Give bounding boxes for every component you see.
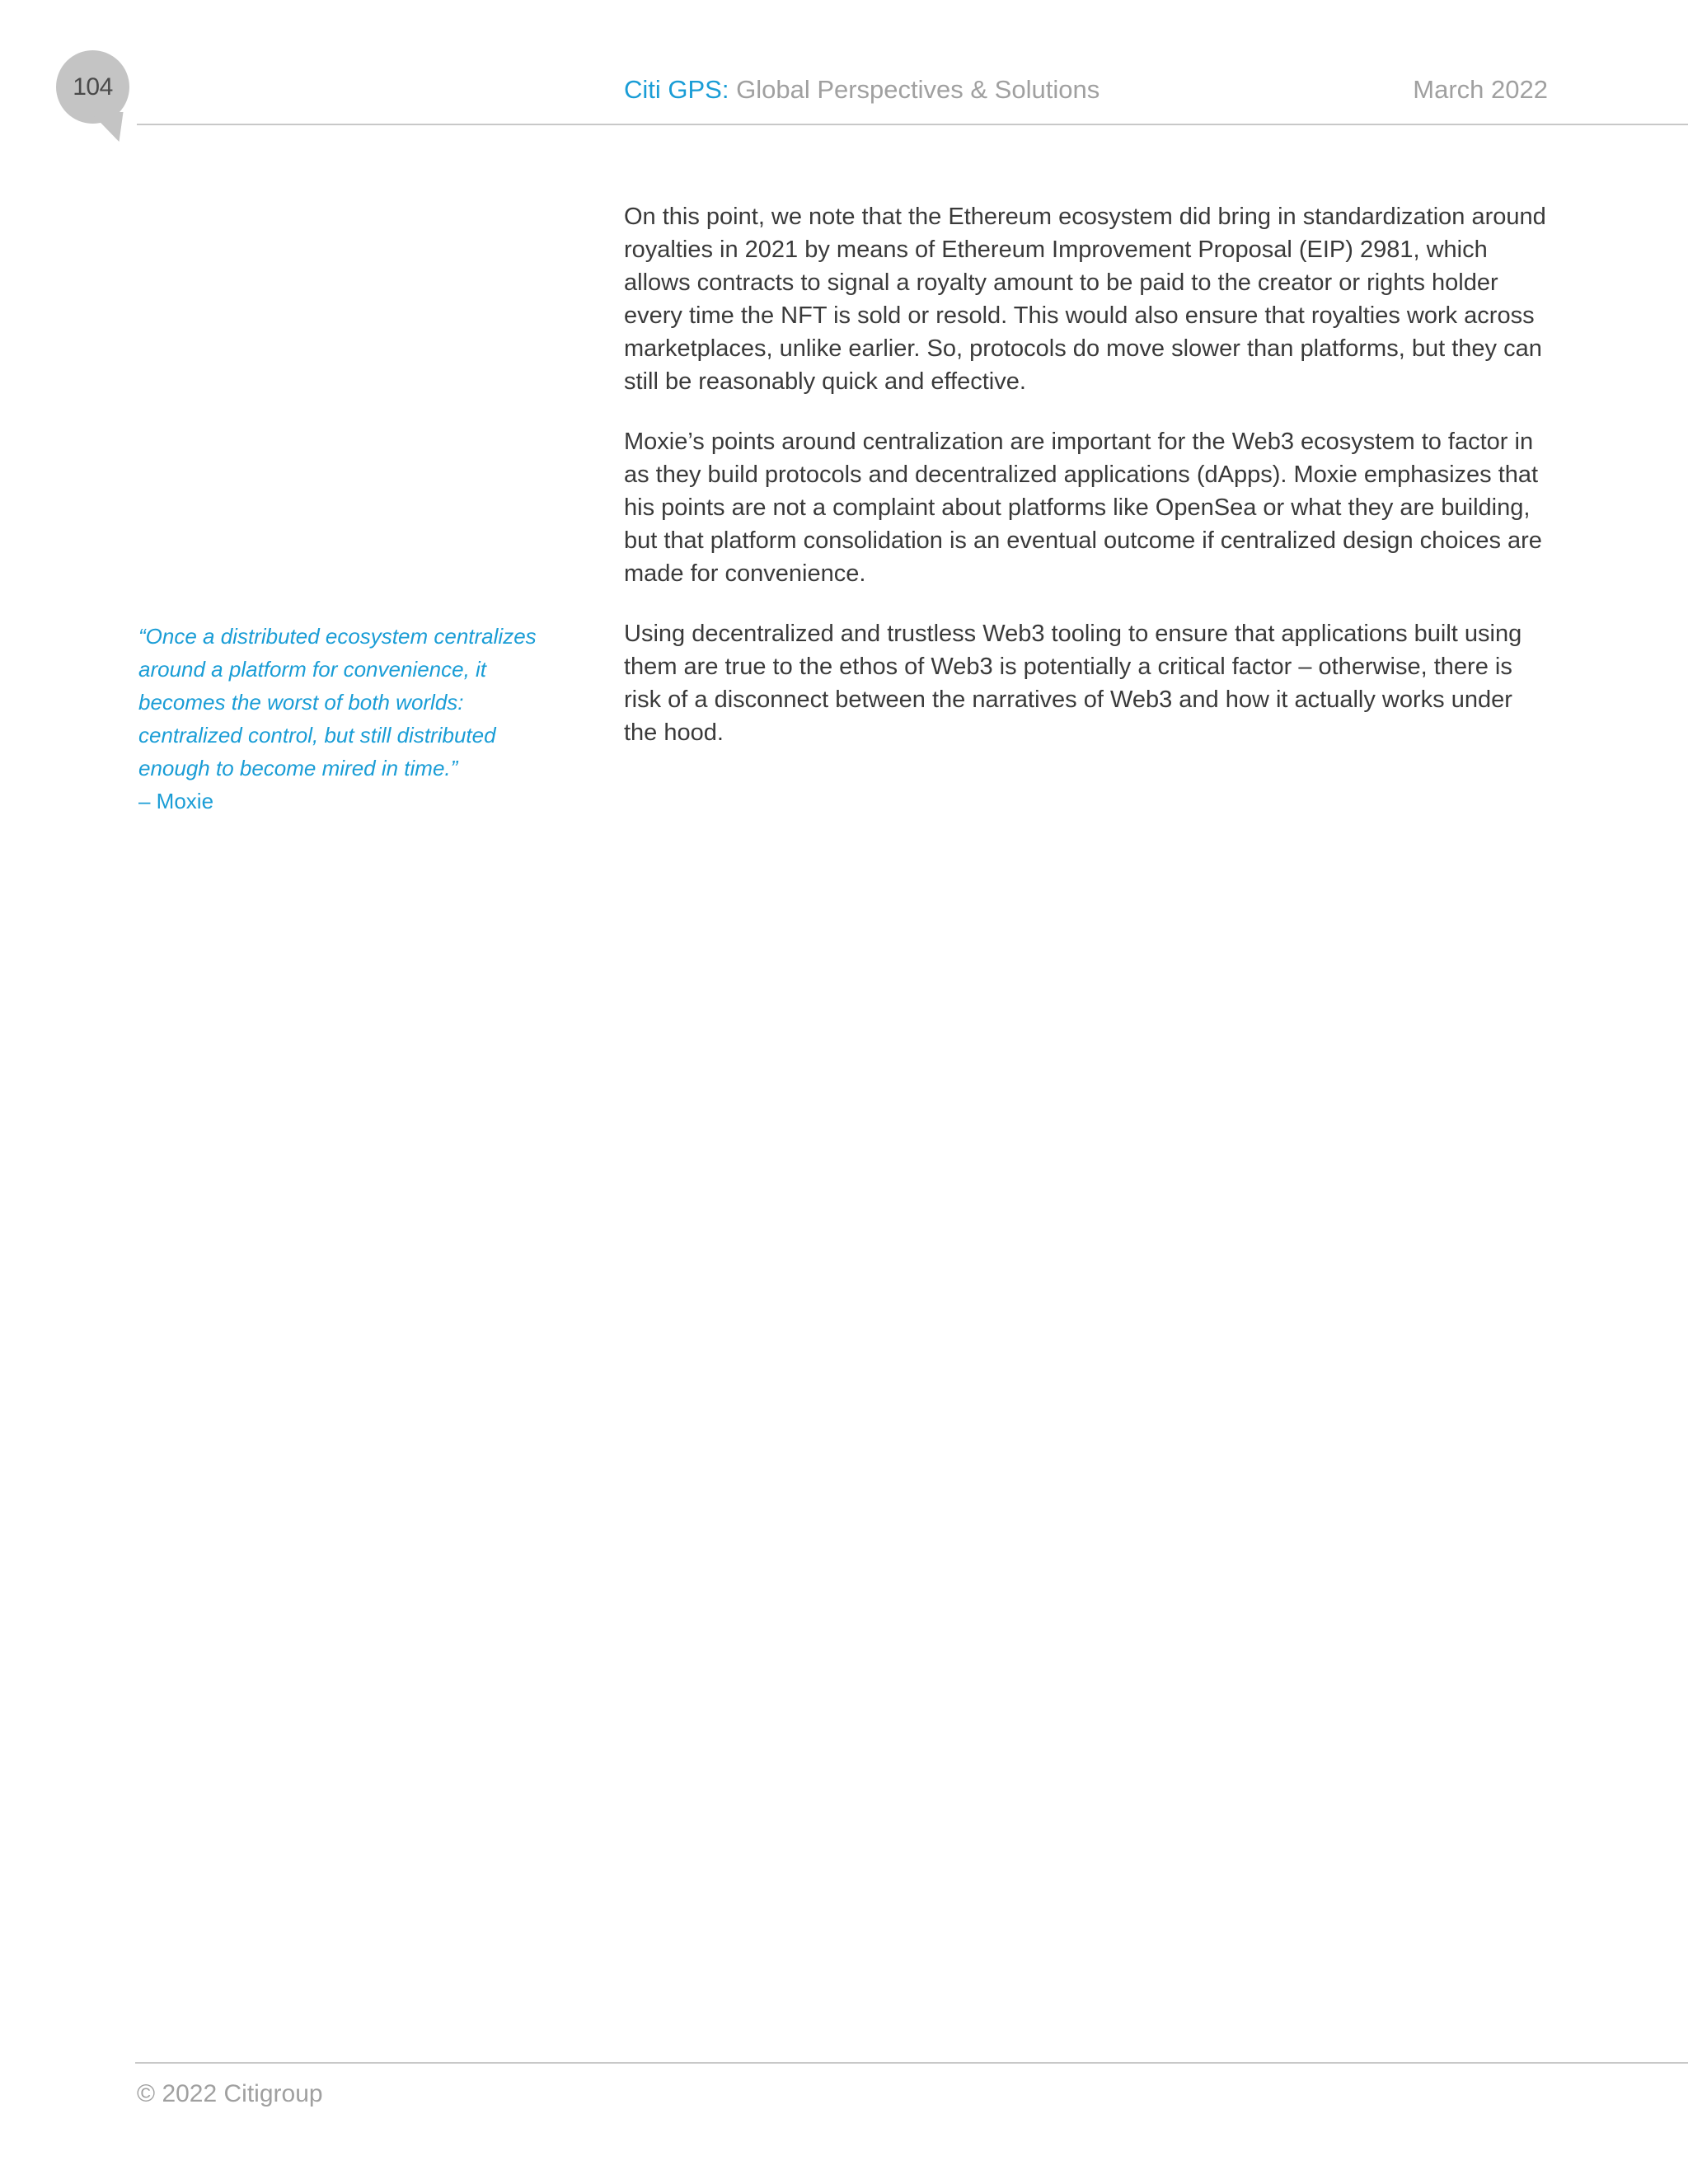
brand-name: Citi GPS: bbox=[624, 75, 729, 104]
quote-text: “Once a distributed ecosystem centralizes around a platform for convenience, it becomes the worst of both worlds: centralized control, but still distributed enough to become mired in time.” bbox=[138, 624, 537, 780]
page-number: 104 bbox=[73, 73, 113, 101]
footer-copyright: © 2022 Citigroup bbox=[137, 2080, 323, 2107]
body-paragraph: Using decentralized and trustless Web3 tooling to ensure that applications built using them are true to the ethos of Web3 is potentially a critical factor – otherwise, there is risk of a disconnect between the narratives of Web3 and how it actually works under the hood. bbox=[624, 621, 1522, 746]
header-date: March 2022 bbox=[1413, 75, 1548, 104]
footer-divider bbox=[135, 2062, 1688, 2064]
header-brand bbox=[624, 73, 1100, 106]
page-badge-tail bbox=[86, 112, 123, 142]
brand-subtitle: Global Perspectives & Solutions bbox=[736, 75, 1100, 104]
body-text bbox=[624, 200, 1547, 776]
sidebar-quote bbox=[138, 620, 567, 818]
body-paragraph: On this point, we note that the Ethereum ecosystem did bring in standardization around royalties in 2021 by means of Ethereum Improvement Proposal (EIP) 2981, which allows contracts to signal a royalty amount to be paid to the creator or rights holder every time the NFT is sold or resold. This would also ensure that royalties work across marketplaces, unlike earlier. So, protocols do move slower than platforms, but they can still be reasonably quick and effective. bbox=[624, 204, 1546, 395]
body-paragraph: Moxie’s points around centralization are important for the Web3 ecosystem to factor in as they build protocols and decentralized applications (dApps). Moxie emphasizes that his points are not a complaint about platforms like OpenSea or what they are building, but that platform consolidation is an eventual outcome if centralized design choices are made for convenience. bbox=[624, 429, 1542, 587]
quote-author: – Moxie bbox=[138, 789, 214, 813]
header-divider bbox=[137, 124, 1688, 125]
